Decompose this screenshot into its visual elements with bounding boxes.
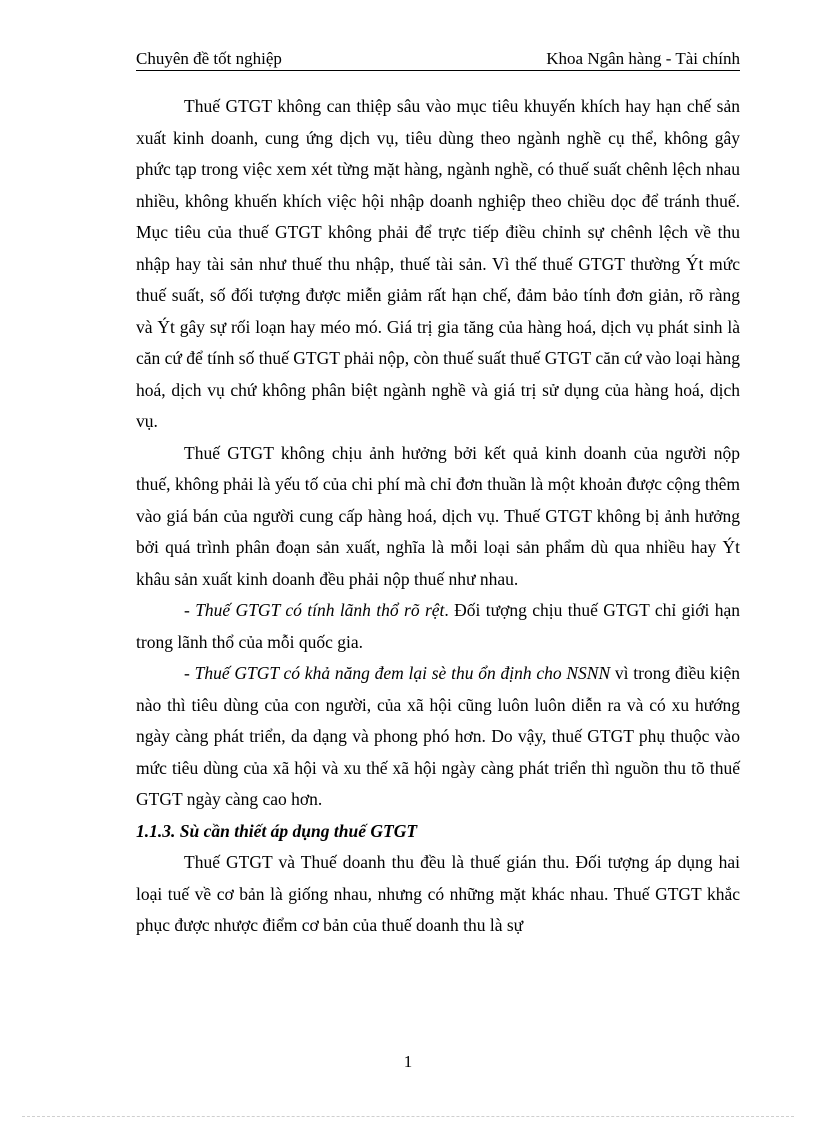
document-body <box>136 91 740 942</box>
paragraph-1: Thuế GTGT không can thiệp sâu vào mục tiêu khuyến khích hay hạn chế sản xuất kinh doanh, cung ứng dịch vụ, tiêu dùng theo ngành nghề cụ thể, không gây phức tạp trong việc xem xét từng mặt hàng, ngành nghề, có thuế suất chênh lệch nhau nhiều, không khuến khích việc hội nhập doanh nghiệp theo chiều dọc để tránh thuế. Mục tiêu của thuế GTGT không phải để trực tiếp điều chỉnh sự chênh lệch về thu nhập hay tài sản như thuế thu nhập, thuế tài sản. Vì thế thuế GTGT thường Ýt mức thuế suất, số đối tượng được miễn giảm rất hạn chế, đảm bảo tính đơn giản, rõ ràng và Ýt gây sự rối loạn hay méo mó. Giá trị gia tăng của hàng hoá, dịch vụ phát sinh là căn cứ để tính số thuế GTGT phải nộp, còn thuế suất thuế GTGT căn cứ vào loại hàng hoá, dịch vụ chứ không phân biệt ngành nghề và giá trị sử dụng của hàng hoá, dịch vụ. <box>136 96 740 431</box>
paragraph-5: Thuế GTGT và Thuế doanh thu đều là thuế gián thu. Đối tượng áp dụng hai loại tuế về cơ bản là giống nhau, nhưng có những mặt khác nhau. Thuế GTGT khắc phục được nhược điểm cơ bản của thuế doanh thu là sự <box>136 852 740 935</box>
page-bottom-divider <box>22 1116 794 1117</box>
page-header <box>136 48 740 71</box>
section-heading: 1.1.3. Sù cần thiết áp dụng thuế GTGT <box>136 820 418 841</box>
paragraph-2: Thuế GTGT không chịu ảnh hưởng bởi kết quả kinh doanh của người nộp thuế, không phải là yếu tố của chi phí mà chỉ đơn thuần là một khoản được cộng thêm vào giá bán của người cung cấp hàng hoá, dịch vụ. Thuế GTGT không bị ảnh hưởng bởi quá trình phân đoạn sản xuất, nghĩa là mỗi loại sản phẩm dù qua nhiều hay Ýt khâu sản xuất kinh doanh đều phải nộp thuế như nhau. <box>136 442 740 589</box>
header-left-title: Chuyên đề tốt nghiệp <box>136 49 282 68</box>
paragraph-3-rest: . Đối tượng chịu thuế GTGT chỉ giới hạn trong lãnh thổ của mỗi quốc gia. <box>136 600 741 652</box>
paragraph-4-rest: vì trong điều kiện nào thì tiêu dùng của con người, của xã hội cũng luôn luôn diễn ra và có xu hướng ngày càng phát triển, da dạng và phong phó hơn. Do vậy, thuế GTGT phụ thuộc vào mức tiêu dùng của xã hội và xu thế xã hội ngày càng phát triển thì nguồn thu tõ thuế GTGT ngày càng cao hơn. <box>136 663 740 809</box>
header-right-title: Khoa Ngân hàng - Tài chính <box>546 49 740 68</box>
page-number: 1 <box>403 1052 413 1071</box>
paragraph-3 <box>136 595 740 658</box>
paragraph-4-italic: - Thuế GTGT có khả năng đem lại sè thu ổn định cho NSNN <box>184 663 611 683</box>
paragraph-3-italic: - Thuế GTGT có tính lãnh thổ rõ rệt <box>184 600 445 620</box>
paragraph-4 <box>136 658 740 816</box>
